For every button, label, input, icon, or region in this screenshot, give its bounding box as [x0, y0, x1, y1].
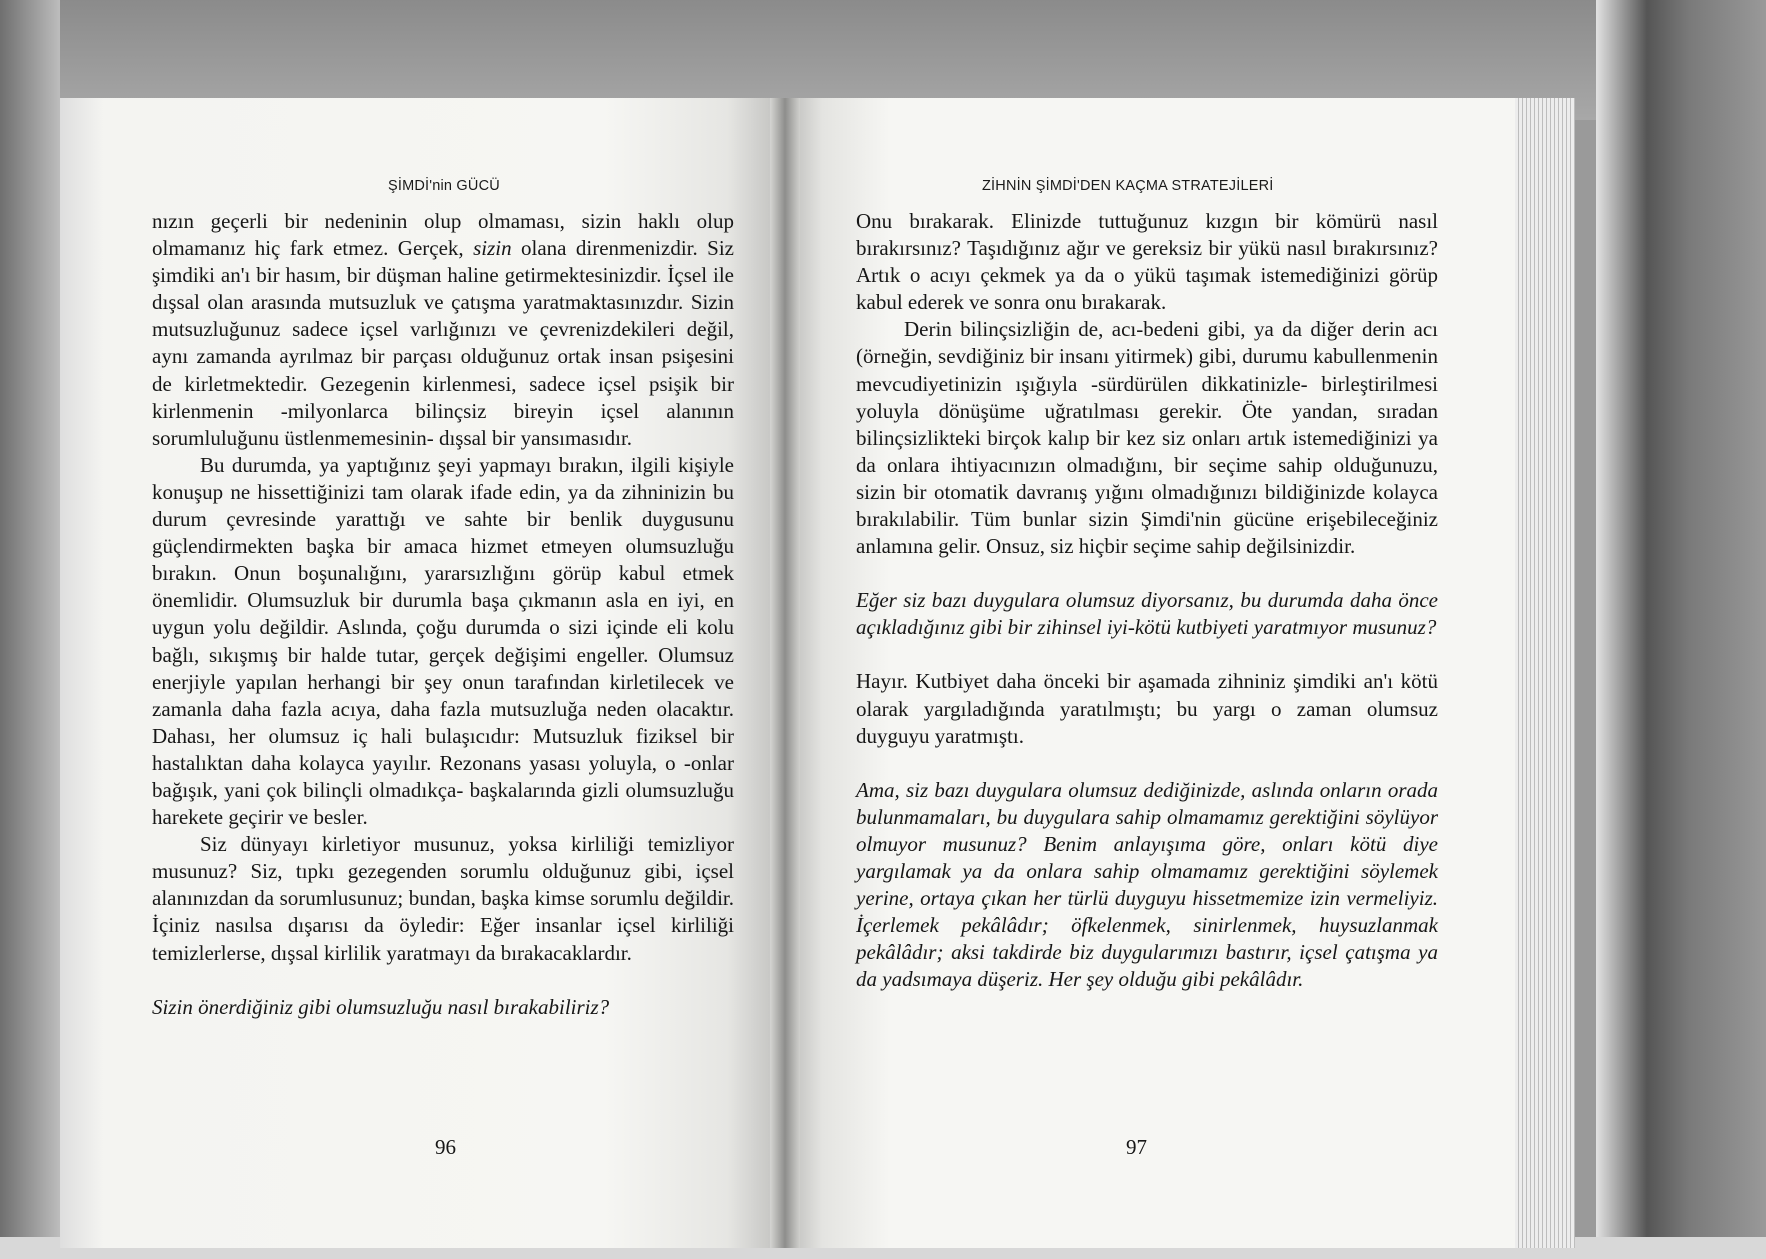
- question-paragraph: [856, 587, 1438, 641]
- left-running-head: ŞİMDİ'nin GÜCÜ: [388, 178, 500, 194]
- left-page-number: 96: [435, 1135, 456, 1159]
- text-run: nızın geçerli bir nedeninin olup olmaması, sizin haklı olup olmamanız hiç fark etmez. Gerçek,: [152, 209, 734, 261]
- question-paragraph: [856, 777, 1438, 994]
- body-paragraph: [856, 208, 1438, 316]
- paragraph-gap: [152, 967, 734, 994]
- body-paragraph: [856, 668, 1438, 749]
- text-run: Onu bırakarak. Elinizde tuttuğunuz kızgın bir kömürü nasıl bırakırsınız? Taşıdığınız ağır ve gereksiz bir yükü nasıl bırakırsınız? Artık o acıyı çekmek ya da o yükü taşımak istemediğinizi görüp kabul ederek ve sonra onu bırakarak.: [856, 209, 1438, 315]
- paragraph-gap: [856, 641, 1438, 668]
- right-body-text: [856, 208, 1438, 993]
- scan-background-right: [1596, 0, 1766, 1259]
- body-paragraph: [152, 208, 734, 452]
- left-body-text: [152, 208, 734, 1021]
- paragraph-gap: [856, 750, 1438, 777]
- book-gutter: [770, 98, 800, 1248]
- body-paragraph: [152, 452, 734, 831]
- text-run: Ama, siz bazı duygulara olumsuz dediğinizde, aslında onların orada bulunmamaları, bu duygulara sahip olmamamız gerektiğini söylüyor olmuyor musunuz? Benim anlayışıma göre, onları kötü diye yargılamak ya da onlara sahip olmamamız gerektiğini söylemek yerine, ortaya çıkan her türlü duyguyu hissetmemize izin vermeliyiz. İçerlemek pekâlâdır; öfkelenmek, sinirlenmek, huysuzlanmak pekâlâdır; aksi takdirde biz duygularımızı bastırır, içsel çatışma ya da yadsımaya düşeriz. Her şey olduğu gibi pekâlâdır.: [856, 777, 1438, 992]
- page-edge-stack: [1515, 98, 1575, 1248]
- right-page-number: 97: [1126, 1135, 1147, 1159]
- text-run: Bu durumda, ya yaptığınız şeyi yapmayı bırakın, ilgili kişiyle konuşup ne hissettiğinizi tam olarak ifade edin, ya da zihninizin bu durum çevresinde yarattığı ve sahte bir benlik duygusunu güçlendirmekten başka bir amaca hizmet etmeyen olumsuzluğu bırakın. Onun boşunalığını, yararsızlığını görüp kabul etmek önemlidir. Olumsuzluk bir durumla başa çıkmanın asla en iyi, en uygun yolu değildir. Aslında, çoğu durumda o sizi içinde eli kolu bağlı, sıkışmış bir halde tutar, gerçek değişimi engeller. Olumsuz enerjiyle yapılan herhangi bir şey onun tarafından kirletilecek ve zamanla daha fazla acıya, daha fazla mutsuzluğa neden olacaktır. Dahası, her olumsuz iç hali bulaşıcıdır: Mutsuzluk fiziksel bir hastalıktan daha kolayca yayılır. Rezonans yasası yoluyla, o -onlar bağışık, yani çok bilinçli olmadıkça- başkalarında gizli olumsuzluğu harekete geçirir ve besler.: [152, 452, 734, 830]
- right-running-head: ZİHNİN ŞİMDİ'DEN KAÇMA STRATEJİLERİ: [982, 178, 1274, 194]
- body-paragraph: [152, 831, 734, 966]
- scan-background-left: [0, 0, 60, 1259]
- text-run: Sizin önerdiğiniz gibi olumsuzluğu nasıl bırakabiliriz?: [152, 994, 610, 1019]
- question-paragraph: [152, 994, 734, 1021]
- text-run: Hayır. Kutbiyet daha önceki bir aşamada zihniniz şimdiki an'ı kötü olarak yargıladığında yaratılmıştı; bu yargı o zaman olumsuz duyguyu yaratmıştı.: [856, 669, 1438, 748]
- body-paragraph: [856, 316, 1438, 560]
- text-run: sizin: [473, 236, 512, 261]
- text-run: Eğer siz bazı duygulara olumsuz diyorsanız, bu durumda daha önce açıkladığınız gibi bir zihinsel iyi-kötü kutbiyeti yaratmıyor musunuz?: [856, 588, 1438, 640]
- text-run: Siz dünyayı kirletiyor musunuz, yoksa kirliliği temizliyor musunuz? Siz, tıpkı gezegenden sorumlu olduğunuz gibi, içsel alanınızdan da sorumlusunuz; bundan, başka kimse sorumlu değildir. İçiniz nasılsa dışarısı da öyledir: Eğer insanlar içsel kirliliği temizlerlerse, dışsal kirlilik yaratmayı da bırakacaklardır.: [152, 832, 734, 965]
- text-run: Derin bilinçsizliğin de, acı-bedeni gibi, ya da diğer derin acı (örneğin, sevdiğiniz bir insanı yitirmek) gibi, durumu kabullenmenin mevcudiyetinizin ışığıyla -sürdürülen dikkatinizle- birleştirilmesi yoluyla dönüşüme uğratılması gerekir. Öte yandan, sıradan bilinçsizlikteki birçok kalıp bir kez siz onları artık istemediğinizi ya da onlara ihtiyacınızın olmadığını, bir seçime sahip olduğunuzu, sizin bir otomatik davranış yığını olmadığınızı bildiğinizde kolayca bırakılabilir. Tüm bunlar sizin Şimdi'nin gücüne erişebileceğiniz anlamına gelir. Onsuz, siz hiçbir seçime sahip değilsinizdir.: [856, 317, 1438, 559]
- paragraph-gap: [856, 560, 1438, 587]
- text-run: olana direnmenizdir. Siz şimdiki an'ı bir hasım, bir düşman haline getirmektesinizdir. İçsel ile dışsal olan arasında mutsuzluk ve çatışma yaratmaktasınızdır. Sizin mutsuzluğunuz sadece içsel varlığınızı ve çevrenizdekileri değil, aynı zamanda ayrılmaz bir parçası olduğunuz ortak insan psişesini de kirletmektedir. Gezegenin kirlenmesi, sadece içsel psişik bir kirlenmenin -milyonlarca bilinçsiz bireyin içsel alanının sorumluluğunu üstlenmemesinin- dışsal bir yansımasıdır.: [152, 236, 734, 450]
